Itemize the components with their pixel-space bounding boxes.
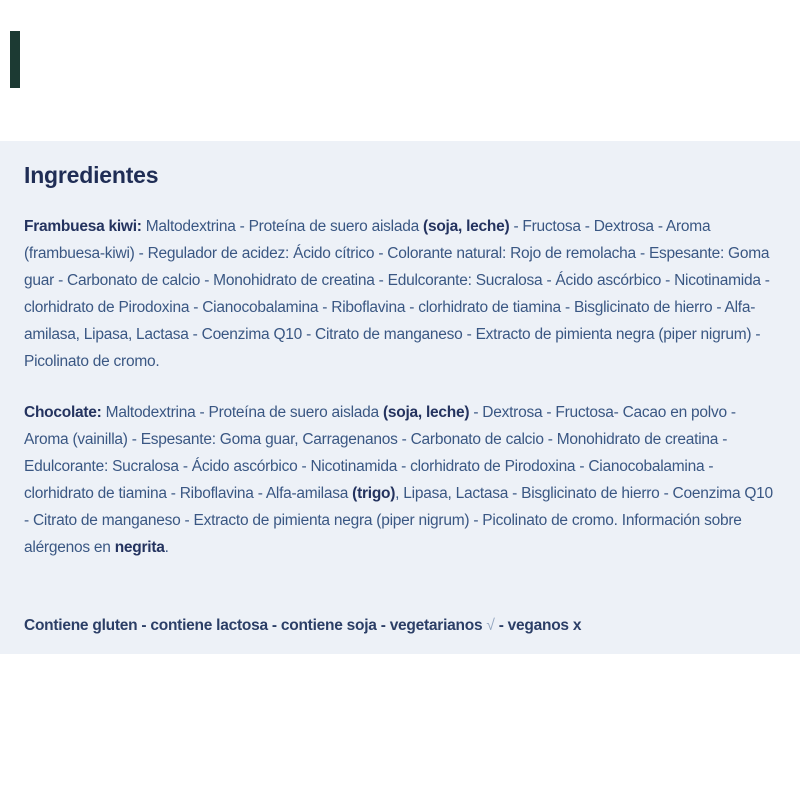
- bold-text-segment: Chocolate:: [24, 404, 106, 421]
- bold-text-segment: negrita: [114, 539, 165, 556]
- page-title: Ingredientes: [24, 162, 159, 188]
- bold-text-segment: (soja, leche): [382, 404, 470, 421]
- brand-accent-bar: [10, 31, 20, 88]
- text-segment: - Dextrosa - Fructosa- Cacao en polvo - Aroma (vainilla) - Espesante: Goma guar, Carragenanos - Carbonato de calcio - Monohidrato de creatina - Edulcorante: Sucralosa - Ácido ascórbico - Nicotinamida - clorhidrato de Pirodoxina - Cianocobalamina - clorhidrato de tiamina - Riboflavina - Alfa-amilasa: [24, 404, 736, 502]
- text-segment: - Fructosa - Dextrosa - Aroma (frambuesa-kiwi) - Regulador de acidez: Ácido cítrico - Colorante natural: Rojo de remolacha - Espesante: Goma guar - Carbonato de calcio - Monohidrato de creatina - Edulcorante: Sucralosa - Ácido ascórbico - Nicotinamida - clorhidrato de Pirodoxina - Cianocobalamina - Riboflavina - clorhidrato de tiamina - Bisglicinato de hierro - Alfa-amilasa, Lipasa, Lactasa - Coenzima Q10 - Citrato de manganeso - Extracto de pimienta negra (piper nigrum) - Picolinato de cromo.: [24, 218, 770, 370]
- allergen-summary-line: [24, 612, 776, 639]
- ingredients-paragraph-chocolate: [24, 399, 776, 561]
- text-segment: Contiene gluten - contiene lactosa - contiene soja - vegetarianos: [24, 617, 487, 634]
- text-segment: - veganos x: [494, 617, 582, 634]
- bold-text-segment: (trigo): [352, 485, 396, 502]
- text-segment: , Lipasa, Lactasa - Bisglicinato de hierro - Coenzima Q10 - Citrato de manganeso - Extracto de pimienta negra (piper nigrum) - Picolinato de cromo. Información sobre alérgenos en: [24, 485, 773, 556]
- bold-text-segment: (soja, leche): [423, 218, 510, 235]
- text-segment: .: [164, 539, 169, 556]
- check-mark-glyph: √: [486, 617, 495, 634]
- bold-text-segment: Frambuesa kiwi:: [24, 218, 146, 235]
- text-segment: Maltodextrina - Proteína de suero aislada: [105, 404, 383, 421]
- text-segment: Maltodextrina - Proteína de suero aislada: [145, 218, 424, 235]
- ingredients-panel: [0, 141, 800, 654]
- ingredients-paragraph-frambuesa-kiwi: [24, 213, 776, 375]
